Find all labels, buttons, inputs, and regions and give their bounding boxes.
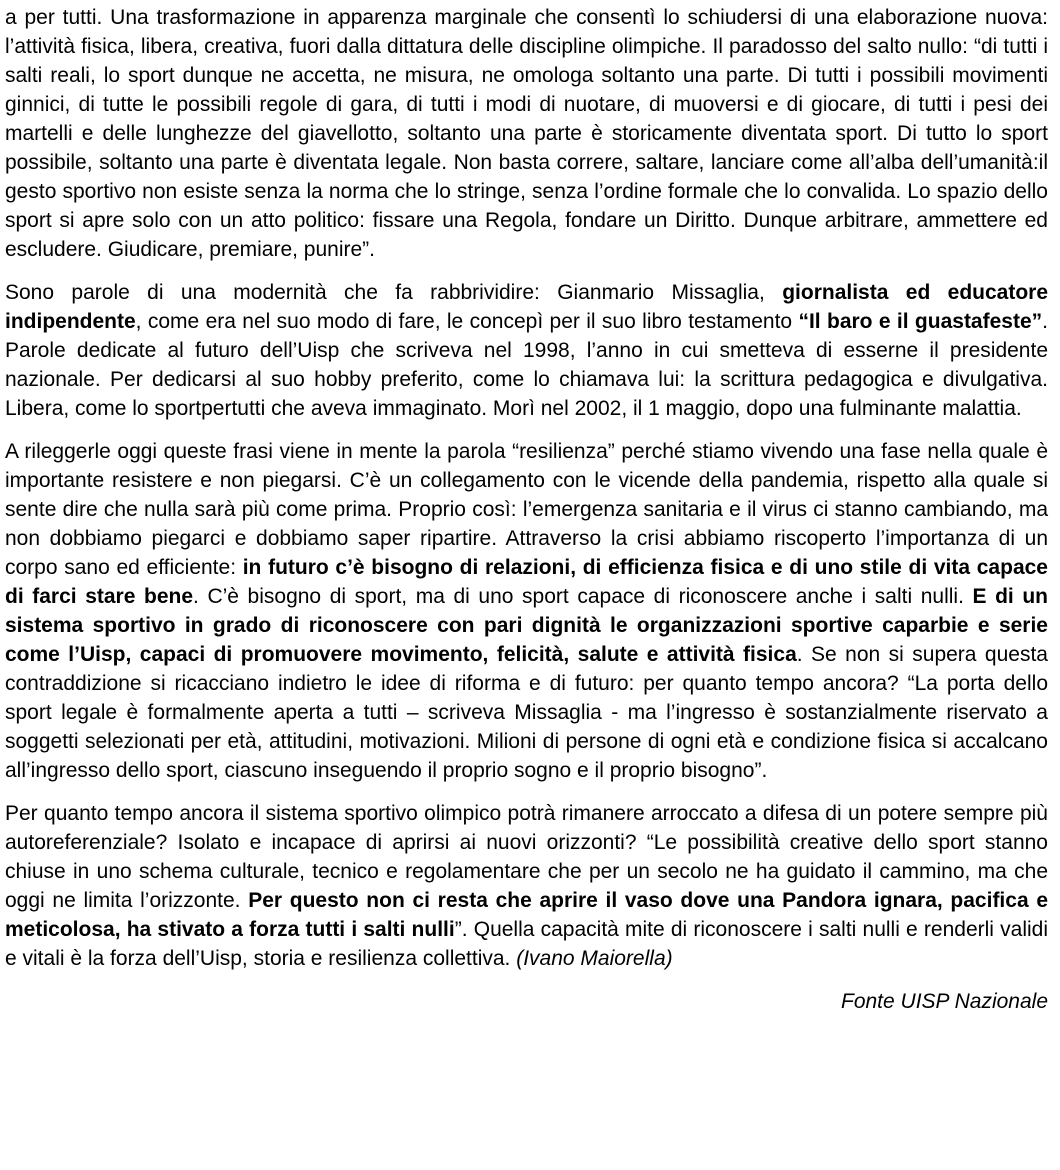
text-segment: . Parole dedicate al futuro dell’Uisp che scriveva nel 1998, l’anno in cui smetteva di esserne il presidente nazionale. Per dedicarsi al suo hobby preferito, come lo chiamava lui: la scrittura pedagogica e divulgativa. Libera, come lo sportpertutti che aveva immaginato. Morì nel 2002, il 1 maggio, dopo una fulminante malattia. (5, 310, 1048, 420)
text-segment: Per quanto tempo ancora il sistema sportivo olimpico potrà rimanere arroccato a difesa di un potere sempre più autoreferenziale? Isolato e incapace di aprirsi ai nuovi orizzonti? “Le possibilità creative dello sport stanno chiuse in uno schema culturale, tecnico e regolamentare che per un secolo ne ha guidato il cammino, ma che oggi ne limita l’orizzonte. (5, 802, 1048, 912)
text-segment: . C’è bisogno di sport, ma di uno sport capace di riconoscere anche i salti nulli. (193, 585, 973, 608)
paragraph (5, 799, 1048, 973)
article-body (5, 3, 1048, 973)
text-segment: a per tutti. Una trasformazione in apparenza marginale che consentì lo schiudersi di una elaborazione nuova: l’attività fisica, libera, creativa, fuori dalla dittatura delle discipline olimpiche. Il paradosso del salto nullo: “di tutti i salti reali, lo sport dunque ne accetta, ne misura, ne omologa soltanto una parte. Di tutti i possibili movimenti ginnici, di tutte le possibili regole di gara, di tutti i modi di nuotare, di muoversi e di giocare, di tutti i pesi dei martelli e delle lunghezze del giavellotto, soltanto una parte è storicamente diventata sport. Di tutto lo sport possibile, soltanto una parte è diventata legale. Non basta correre, saltare, lanciare come all’alba dell’umanità:il gesto sportivo non esiste senza la norma che lo stringe, senza l’ordine formale che lo convalida. Lo spazio dello sport si apre solo con un atto politico: fissare una Regola, fondare un Diritto. Dunque arbitrare, ammettere ed escludere. Giudicare, premiare, punire”. (5, 6, 1048, 261)
paragraph (5, 3, 1048, 264)
paragraph (5, 437, 1048, 785)
bold-text-segment: E di un sistema sportivo in grado di riconoscere con pari dignità le organizzazioni sportive caparbie e serie come l’Uisp, capaci di promuovere movimento, felicità, salute e attività fisica (5, 585, 1049, 666)
source-attribution: Fonte UISP Nazionale (841, 990, 1048, 1013)
text-segment: A rileggerle oggi queste frasi viene in mente la parola “resilienza” perché stiamo vivendo una fase nella quale è importante resistere e non piegarsi. C’è un collegamento con le vicende della pandemia, rispetto alla quale si sente dire che nulla sarà più come prima. Proprio così: l’emergenza sanitaria e il virus ci stanno cambiando, ma non dobbiamo piegarci e dobbiamo saper ripartire. Attraverso la crisi abbiamo riscoperto l’importanza di un corpo sano ed efficiente: (5, 440, 1048, 579)
text-segment: ”. Quella capacità mite di riconoscere i salti nulli e renderli validi e vitali è la forza dell’Uisp, storia e resilienza collettiva. (5, 918, 1048, 970)
bold-text-segment: “Il baro e il guastafeste” (798, 310, 1043, 333)
text-segment: , come era nel suo modo di fare, le concepì per il suo libro testamento (135, 310, 799, 333)
text-segment: Sono parole di una modernità che fa rabbrividire: Gianmario Missaglia, (5, 281, 783, 304)
bold-text-segment: giornalista ed educatore indipendente (5, 281, 1049, 333)
text-segment: . Se non si supera questa contraddizione si ricacciano indietro le idee di riforma e di futuro: per quanto tempo ancora? “La porta dello sport legale è formalmente aperta a tutti – scriveva Missaglia - ma l’ingresso è sostanzialmente riservato a soggetti selezionati per età, attitudini, motivazioni. Milioni di persone di ogni età e condizione fisica si accalcano all’ingresso dello sport, ciascuno inseguendo il proprio sogno e il proprio bisogno”. (5, 643, 1048, 782)
bold-text-segment: Per questo non ci resta che aprire il vaso dove una Pandora ignara, pacifica e meticolosa, ha stivato a forza tutti i salti nulli (5, 889, 1048, 941)
paragraph (5, 278, 1048, 423)
italic-text-segment: (Ivano Maiorella) (516, 947, 673, 970)
bold-text-segment: in futuro c’è bisogno di relazioni, di efficienza fisica e di uno stile di vita capace di farci stare bene (5, 556, 1048, 608)
